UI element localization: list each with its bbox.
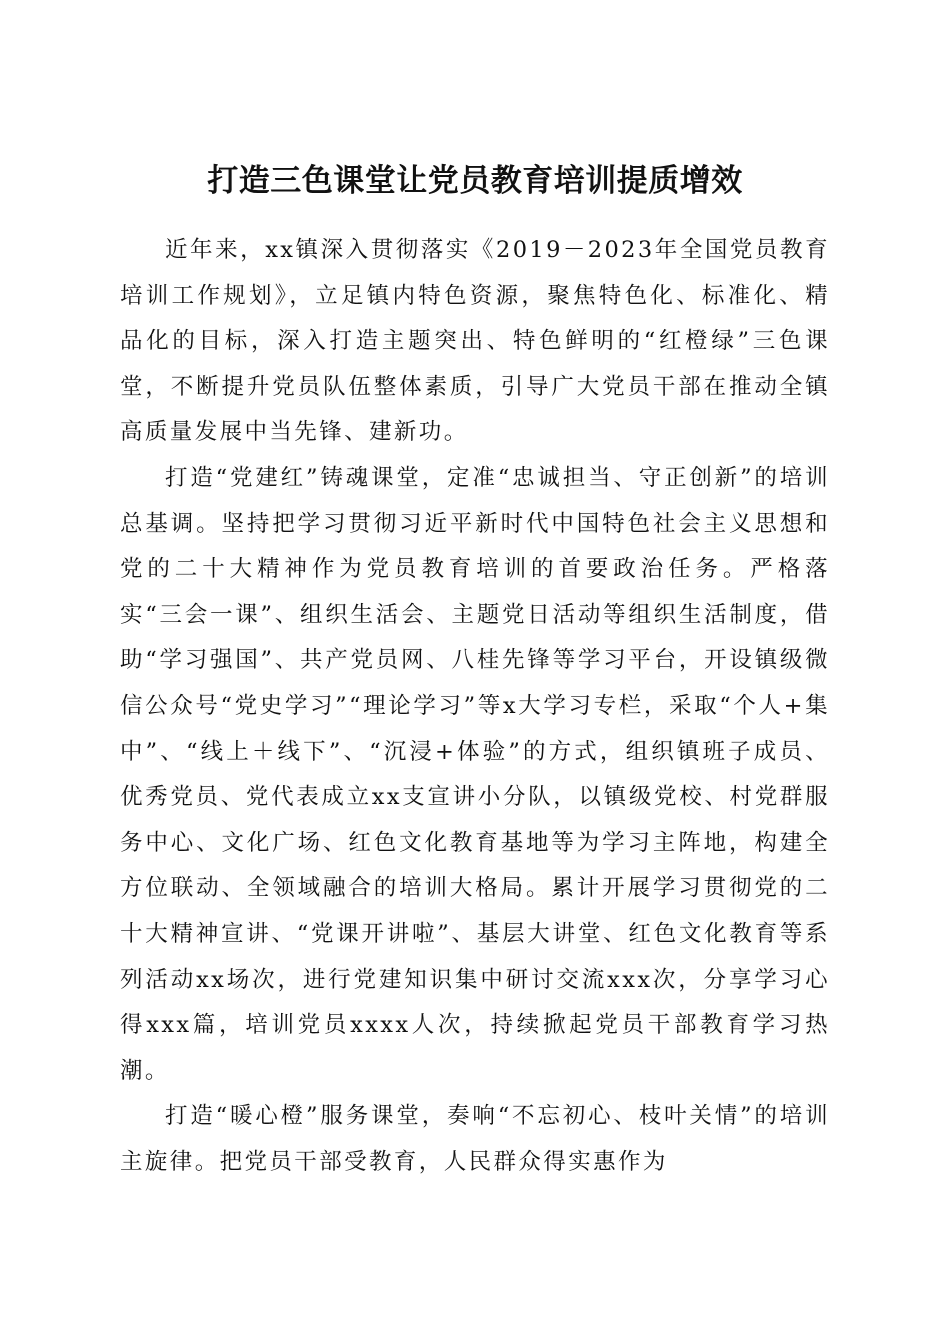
paragraph-red-classroom: 打造“党建红”铸魂课堂，定准“忠诚担当、守正创新”的培训总基调。坚持把学习贯彻习近平新时代中国特色社会主义思想和党的二十大精神作为党员教育培训的首要政治任务。严格落实“三会一课”、组织生活会、主题党日活动等组织生活制度，借助“学习强国”、共产党员网、八桂先锋等学习平台，开设镇级微信公众号“党史学习”“理论学习”等x大学习专栏，采取“个人+集中”、“线上＋线下”、“沉浸+体验”的方式，组织镇班子成员、优秀党员、党代表成立xx支宣讲小分队，以镇级党校、村党群服务中心、文化广场、红色文化教育基地等为学习主阵地，构建全方位联动、全领域融合的培训大格局。累计开展学习贯彻党的二十大精神宣讲、“党课开讲啦”、基层大讲堂、红色文化教育等系列活动xx场次，进行党建知识集中研讨交流xxx次，分享学习心得xxx篇，培训党员xxxx人次，持续掀起党员干部教育学习热潮。 bbox=[120, 464, 830, 1084]
paragraph-intro: 近年来，xx镇深入贯彻落实《2019－2023年全国党员教育培训工作规划》，立足镇内特色资源，聚焦特色化、标准化、精品化的目标，深入打造主题突出、特色鲜明的“红橙绿”三色课堂，不断提升党员队伍整体素质，引导广大党员干部在推动全镇高质量发展中当先锋、建新功。 bbox=[120, 237, 830, 446]
paragraph-orange-classroom: 打造“暖心橙”服务课堂，奏响“不忘初心、枝叶关情”的培训主旋律。把党员干部受教育，人民群众得实惠作为 bbox=[120, 1103, 830, 1175]
document-body bbox=[120, 228, 830, 1185]
document-title: 打造三色课堂让党员教育培训提质增效 bbox=[207, 162, 743, 199]
